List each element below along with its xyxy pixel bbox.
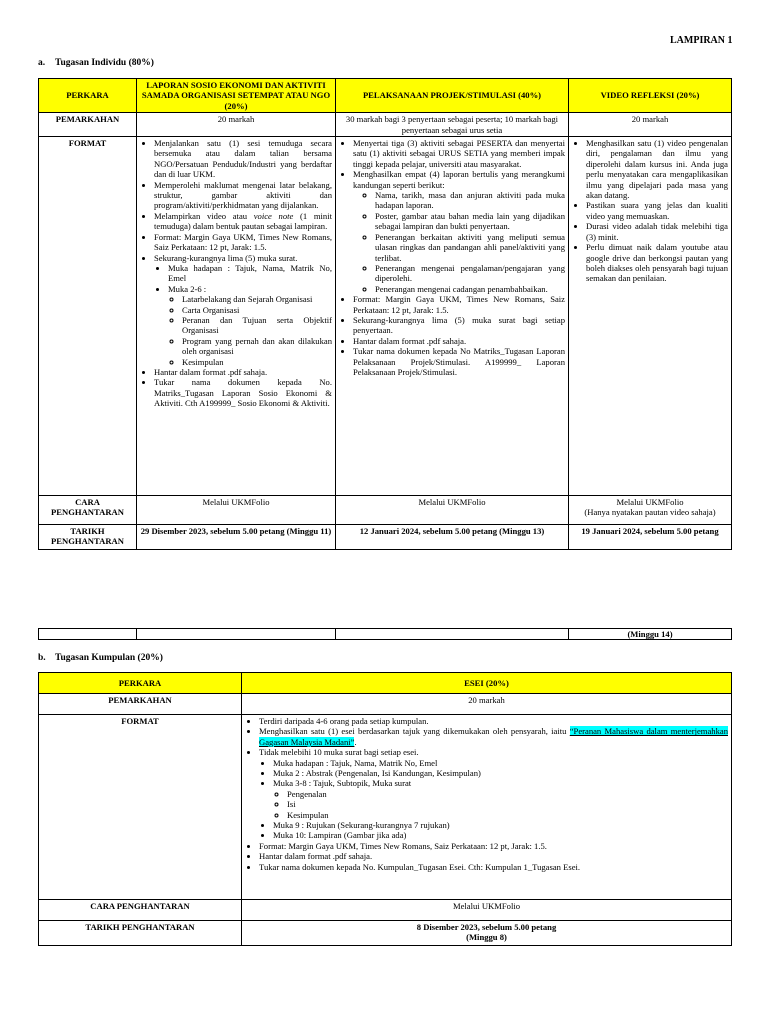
format-row — [39, 715, 732, 900]
list-item: • Menghasilkan satu (1) video pengenalan diri, pengalaman dan ilmu yang diperolehi dalam kursus ini. Anda juga perlu menyatakan cara mengaplikasikan ilmu yang dipelajari pada masa yang akan datang. — [586, 138, 728, 200]
list-item: • Hantar dalam format .pdf sahaja. — [353, 336, 565, 346]
essay-topic: “Peranan Mahasiswa dalam menterjemahkan Gagasan Malaysia Madani” — [259, 726, 728, 747]
tarikh-esei: 8 Disember 2023, sebelum 5.00 petang (Minggu 8) — [242, 921, 732, 946]
list-item: • Format: Margin Gaya UKM, Times New Romans, Saiz Perkataan: 12 pt, Jarak: 1.5. — [353, 294, 565, 315]
lampiran-label: LAMPIRAN 1 — [670, 35, 733, 46]
list-item: ◦ Latarbelakang dan Sejarah Organisasi — [182, 294, 332, 304]
section-a-title: Tugasan Individu (80%) — [55, 58, 154, 68]
pemarkahan-projek: 30 markah bagi 3 penyertaan sebagai peserta; 10 markah bagi penyertaan sebagai urus setia — [336, 113, 569, 137]
table-header-row — [39, 673, 732, 694]
column-header-perkara: PERKARA — [39, 673, 242, 694]
column-header-perkara: PERKARA — [39, 79, 137, 113]
cara-laporan: Melalui UKMFolio — [137, 496, 336, 525]
format-esei — [242, 715, 732, 900]
tarikh-penghantaran-row — [39, 525, 732, 550]
column-header-esei: ESEI (20%) — [242, 673, 732, 694]
tarikh-penghantaran-label: TARIKH PENGHANTARAN — [39, 921, 242, 946]
pemarkahan-row — [39, 113, 732, 137]
list-item: • Muka 3-8 : Tajuk, Subtopik, Muka surat ◦ Pengenalan ◦ Isi ◦ Kesimpulan — [273, 778, 728, 820]
format-laporan — [137, 137, 336, 496]
pemarkahan-row — [39, 694, 732, 715]
pemarkahan-label: PEMARKAHAN — [39, 113, 137, 137]
list-item: • Menjalankan satu (1) sesi temuduga secara bersemuka atau dalam talian bersama NGO/Persatuan Penduduk/Industri yang berdaftar dan di luar UKM. — [154, 138, 332, 180]
section-a-label: a. — [38, 58, 46, 68]
list-item: • Tidak melebihi 10 muka surat bagi setiap esei. • Muka hadapan : Tajuk, Nama, Matrik No, Emel • Muka 2 : Abstrak (Pengenalan, Isi Kandungan, Kesimpulan) • Muka 3-8 : Tajuk, Subtopik, Muka surat ◦ Pengenalan ◦ Isi ◦ Kesimpulan • Muka 9 : Rujukan (Sekurang-kurangnya 7 rujukan) • Muka 10: Lampiran (Gambar jika ada) — [259, 747, 728, 841]
list-item: • Menghasilkan satu (1) esei berdasarkan tajuk yang dikemukakan oleh pensyarah, iaitu “Peranan Mahasiswa dalam menterjemahkan Gagasan Malaysia Madani”. — [259, 726, 728, 747]
list-item: • Sekurang-kurangnya lima (5) muka surat bagi setiap penyertaan. — [353, 315, 565, 336]
pemarkahan-laporan: 20 markah — [137, 113, 336, 137]
format-label: FORMAT — [39, 137, 137, 496]
column-header-projek: PELAKSANAAN PROJEK/STIMULASI (40%) — [336, 79, 569, 113]
list-item: ◦ Penerangan mengenai cadangan penambahbaikan. — [375, 284, 565, 294]
list-item: ◦ Program yang pernah dan akan dilakukan oleh organisasi — [182, 336, 332, 357]
list-item: • Melampirkan video atau voice note (1 minit temuduga) dalam bentuk pautan sebagai lampiran. — [154, 211, 332, 232]
individual-assignment-table — [38, 78, 732, 550]
individual-assignment-table-continued — [38, 628, 732, 640]
list-item: • Hantar dalam format .pdf sahaja. — [154, 367, 332, 377]
list-item: • Hantar dalam format .pdf sahaja. — [259, 851, 728, 861]
list-item: • Muka hadapan : Tajuk, Nama, Matrik No, Emel — [273, 758, 728, 768]
tarikh-projek: 12 Januari 2024, sebelum 5.00 petang (Minggu 13) — [336, 525, 569, 550]
cara-projek: Melalui UKMFolio — [336, 496, 569, 525]
format-row — [39, 137, 732, 496]
list-item: • Tukar nama dokumen kepada No Matriks_Tugasan Laporan Pelaksanaan Projek/Stimulasi. A199999_ Laporan Pelaksanaan Projek/Stimulasi. — [353, 346, 565, 377]
list-item: • Terdiri daripada 4-6 orang pada setiap kumpulan. — [259, 716, 728, 726]
list-item: • Format: Margin Gaya UKM, Times New Romans, Saiz Perkataan: 12 pt, Jarak: 1.5. — [154, 232, 332, 253]
cara-penghantaran-label: CARA PENGHANTARAN — [39, 900, 242, 921]
list-item: ◦ Poster, gambar atau bahan media lain yang dijadikan sebagai lampiran dan bukti penyertaan. — [375, 211, 565, 232]
list-item: ◦ Kesimpulan — [287, 810, 728, 820]
list-item: • Muka hadapan : Tajuk, Nama, Matrik No, Emel — [168, 263, 332, 284]
section-a-heading — [38, 58, 154, 68]
list-item: ◦ Carta Organisasi — [182, 305, 332, 315]
format-label: FORMAT — [39, 715, 242, 900]
tarikh-penghantaran-row — [39, 921, 732, 946]
list-item: ◦ Pengenalan — [287, 789, 728, 799]
list-item: • Menyertai tiga (3) aktiviti sebagai PESERTA dan menyertai satu (1) aktiviti sebagai URUS SETIA yang memberi impak tinggi kepada pelajar, universiti atau masyarakat. — [353, 138, 565, 169]
voice-note-text: voice note — [253, 210, 294, 221]
cara-penghantaran-row — [39, 900, 732, 921]
tarikh-esei-week: (Minggu 8) — [466, 932, 507, 943]
list-item: • Perlu dimuat naik dalam youtube atau google drive dan berkongsi pautan yang boleh diakses oleh pensyarah bagi tujuan semakan dan penilaian. — [586, 242, 728, 284]
list-item: • Muka 9 : Rujukan (Sekurang-kurangnya 7 rujukan) — [273, 820, 728, 830]
group-assignment-table — [38, 672, 732, 946]
list-item: • Tukar nama dokumen kepada No. Kumpulan_Tugasan Esei. Cth: Kumpulan 1_Tugasan Esei. — [259, 862, 728, 872]
list-item: ◦ Penerangan berkaitan aktiviti yang meliputi semua ulasan ringkas dan pandangan ahli panel/aktiviti yang terlibat. — [375, 232, 565, 263]
table-header-row — [39, 79, 732, 113]
list-item: • Muka 2 : Abstrak (Pengenalan, Isi Kandungan, Kesimpulan) — [273, 768, 728, 778]
section-b-heading — [38, 653, 163, 663]
format-projek — [336, 137, 569, 496]
list-item: • Muka 10: Lampiran (Gambar jika ada) — [273, 830, 728, 840]
pemarkahan-label: PEMARKAHAN — [39, 694, 242, 715]
list-item: ◦ Nama, tarikh, masa dan anjuran aktiviti pada muka hadapan laporan. — [375, 190, 565, 211]
list-item: • Format: Margin Gaya UKM, Times New Romans, Saiz Perkataan: 12 pt, Jarak: 1.5. — [259, 841, 728, 851]
list-item: • Sekurang-kurangnya lima (5) muka surat. • Muka hadapan : Tajuk, Nama, Matrik No, Emel • Muka 2-6 : ◦ Latarbelakang dan Sejarah Organisasi ◦ Carta Organisasi ◦ Peranan dan Tujuan serta Objektif Organisasi ◦ Program yang pernah dan akan dilakukan oleh organisasi ◦ Kesimpulan — [154, 253, 332, 367]
column-header-laporan: LAPORAN SOSIO EKONOMI DAN AKTIVITI SAMADA ORGANISASI SETEMPAT ATAU NGO (20%) — [137, 79, 336, 113]
list-item: • Tukar nama dokumen kepada No. Matriks_Tugasan Laporan Sosio Ekonomi & Aktiviti. Cth A199999_ Sosio Ekonomi & Aktiviti. — [154, 377, 332, 408]
list-item: • Memperolehi maklumat mengenai latar belakang, struktur, gambar aktiviti dan program/aktiviti/perkhidmatan yang dijalankan. — [154, 180, 332, 211]
cara-video-note: (Hanya nyatakan pautan video sahaja) — [584, 507, 716, 518]
list-item: ◦ Isi — [287, 799, 728, 809]
list-item: • Muka 2-6 : ◦ Latarbelakang dan Sejarah Organisasi ◦ Carta Organisasi ◦ Peranan dan Tujuan serta Objektif Organisasi ◦ Program yang pernah dan akan dilakukan oleh organisasi ◦ Kesimpulan — [168, 284, 332, 367]
cara-penghantaran-label: CARA PENGHANTARAN — [39, 496, 137, 525]
tarikh-video: 19 Januari 2024, sebelum 5.00 petang — [569, 525, 732, 550]
section-b-title: Tugasan Kumpulan (20%) — [55, 653, 163, 663]
pemarkahan-esei: 20 markah — [242, 694, 732, 715]
section-b-label: b. — [38, 653, 46, 663]
column-header-video: VIDEO REFLEKSI (20%) — [569, 79, 732, 113]
continued-row — [39, 629, 732, 640]
list-item: ◦ Penerangan mengenai pengalaman/pengajaran yang diperolehi. — [375, 263, 565, 284]
list-item: • Pastikan suara yang jelas dan kualiti video yang memuaskan. — [586, 200, 728, 221]
tarikh-video-week: (Minggu 14) — [569, 629, 732, 640]
cara-esei: Melalui UKMFolio — [242, 900, 732, 921]
list-item: ◦ Peranan dan Tujuan serta Objektif Organisasi — [182, 315, 332, 336]
list-item: • Durasi video adalah tidak melebihi tiga (3) minit. — [586, 221, 728, 242]
pemarkahan-video: 20 markah — [569, 113, 732, 137]
list-item: ◦ Kesimpulan — [182, 357, 332, 367]
list-item: • Menghasilkan empat (4) laporan bertulis yang merangkumi kandungan seperti berikut: ◦ Nama, tarikh, masa dan anjuran aktiviti pada muka hadapan laporan. ◦ Poster, gambar atau bahan media lain yang dijadikan sebagai lampiran dan bukti penyertaan. ◦ Penerangan berkaitan aktiviti yang meliputi semua ulasan ringkas dan pandangan ahli panel/aktiviti yang terlibat. ◦ Penerangan mengenai pengalaman/pengajaran yang diperolehi. ◦ Penerangan mengenai cadangan penambahbaikan. — [353, 169, 565, 294]
format-video — [569, 137, 732, 496]
cara-video: Melalui UKMFolio (Hanya nyatakan pautan video sahaja) — [569, 496, 732, 525]
tarikh-penghantaran-label: TARIKH PENGHANTARAN — [39, 525, 137, 550]
tarikh-laporan: 29 Disember 2023, sebelum 5.00 petang (Minggu 11) — [137, 525, 336, 550]
cara-penghantaran-row — [39, 496, 732, 525]
